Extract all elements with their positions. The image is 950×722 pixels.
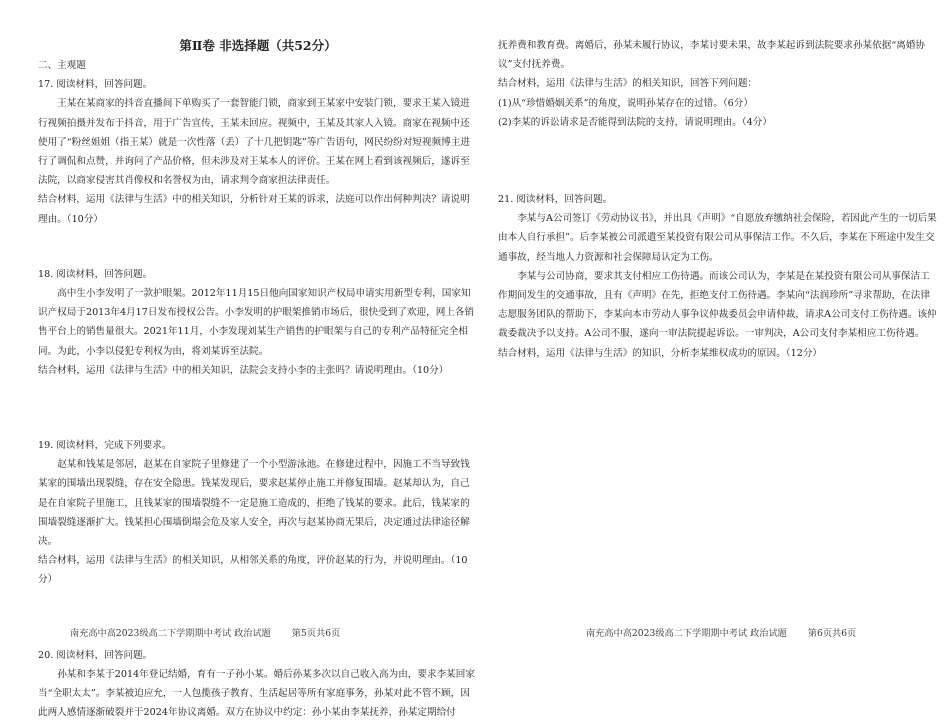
q17-heading: 17. 阅读材料，回答问题。 — [38, 79, 153, 91]
q19-question: 结合材料，运用《法律与生活》的相关知识，从相邻关系的角度，评价赵某的行为，并说明理由。（10分） — [38, 555, 468, 586]
q19-heading: 19. 阅读材料，完成下列要求。 — [38, 440, 172, 452]
q19-material: 赵某和钱某是邻居，赵某在自家院子里修建了一个小型游泳池。在修建过程中，因施工不当导致钱某家的围墙出现裂缝，存在安全隐患。钱某发现后，要求赵某停止施工并修复围墙。赵某却认为，自己是在自家院子里施工，且钱某家的围墙裂缝不一定是施工造成的，拒绝了钱某的要求。此后，钱某家的围墙裂缝逐渐扩大。钱某担心围墙倒塌会危及家人安全，再次与赵某协商无果后，决定通过法律途径解决。 — [38, 459, 470, 548]
q20-heading: 20. 阅读材料，回答问题。 — [38, 649, 153, 661]
q20-question: 结合材料，运用《法律与生活》的相关知识，回答下列问题： — [498, 78, 758, 90]
q21-question: 结合材料，运用《法律与生活》的知识，分析李某维权成功的原因。（12分） — [498, 347, 823, 359]
page-title: 第Ⅱ卷 非选择题（共52分） — [179, 38, 337, 53]
right-page — [498, 0, 938, 363]
q20-subquestion-2: (2)李某的诉讼请求是否能得到法院的支持，请说明理由。（4分） — [498, 116, 772, 128]
footer-right — [586, 625, 856, 639]
section-heading: 二、主观题 — [38, 60, 86, 71]
footer-page-number: 第5页共6页 — [291, 628, 341, 639]
answer-space — [38, 380, 478, 436]
q20-subquestion-1: (1)从“珍惜婚姻关系”的角度，说明孙某存在的过错。（6分） — [498, 97, 753, 109]
q18-material: 高中生小李发明了一款护眼架。2012年11月15日他向国家知识产权局申请实用新型专利，国家知识产权局于2013年4月17日发布授权公告。小李发明的护眼架推销市场后，很快受到了欢迎，网上各销售平台上的销售量很大。2021年11月，小李发现刘某生产销售的护眼架与自己的专利产品特征完全相同。为此，小李以侵犯专利权为由，将刘某诉至法院。 — [38, 288, 475, 357]
q18-question: 结合材料，运用《法律与生活》中的相关知识，法院会支持小李的主张吗？请说明理由。（10分） — [38, 364, 449, 376]
q20-material: 孙某和李某于2014年登记结婚，育有一子孙小某。婚后孙某多次以自己收入高为由，要求李某回家当“全职太太”。李某被迫应允，一人包揽孩子教育、生活起居等所有家庭事务，孙某对此不管不顾，因此两人感情逐渐破裂并于2024年协议离婚。双方在协议中约定：孙小某由李某抚养，孙某定期给付 — [38, 668, 475, 719]
answer-space — [38, 229, 478, 265]
answer-space — [498, 132, 938, 190]
q17-material: 王某在某商家的抖音直播间下单购买了一套智能门锁，商家到王某家中安装门锁，要求王某入镜进行视频拍摄并发布于抖音，用于广告宣传，王某未回应。视频中，王某及其家人入镜。商家在视频中还使用了“粉丝姐姐（指王某）就是一次性落（丢）了十几把钥匙”等广告语句，网民纷纷对短视频博主进行了调侃和点赞，并询问了产品价格，但未涉及对王某本人的评价。王某在网上看到该视频后，遂诉至法院，以商家侵害其肖像权和名誉权为由，请求判令商家担法律责任。 — [38, 98, 470, 187]
footer-school: 南充高中高2023级高二下学期期中考试 政治试题 — [70, 628, 271, 639]
q18-heading: 18. 阅读材料，回答问题。 — [38, 268, 153, 280]
left-page — [38, 0, 478, 722]
q20-material-continued: 抚养费和教育费。离婚后，孙某未履行协议，李某讨要未果，故李某起诉到法院要求孙某依据“离婚协议”支付抚养费。 — [498, 40, 926, 71]
q21-material-1: 李某与A公司签订《劳动协议书》，并出具《声明》“自愿放弃缴纳社会保险，若因此产生的一切后果由本人自行承担”。后李某被公司派遣至某投资有限公司从事保洁工作。不久后，李某在下班途中发生交通事故，经当地人力资源和社会保障局认定为工伤。 — [498, 213, 937, 263]
footer-left — [70, 625, 340, 639]
q21-heading: 21. 阅读材料，回答问题。 — [498, 194, 613, 206]
q21-material-2: 李某与公司协商，要求其支付相应工伤待遇。而该公司认为，李某是在某投资有限公司从事保洁工作期间发生的交通事故，且有《声明》在先，拒绝支付工伤待遇。李某向“法润珍所”寻求帮助，在法律志愿服务团队的帮助下，李某向本市劳动人事争议仲裁委员会申请仲裁，请求A公司支付工伤待遇。该仲裁委裁决予以支持。A公司不服，遂向一审法院提起诉讼。一审判决，A公司支付李某相应工伤待遇。 — [498, 270, 937, 340]
q17-question: 结合材料，运用《法律与生活》中的相关知识，分析针对王某的诉求，法庭可以作出何种判决？请说明理由。（10分） — [38, 194, 470, 225]
footer-school: 南充高中高2023级高二下学期期中考试 政治试题 — [586, 628, 787, 639]
footer-page-number: 第6页共6页 — [807, 628, 857, 639]
